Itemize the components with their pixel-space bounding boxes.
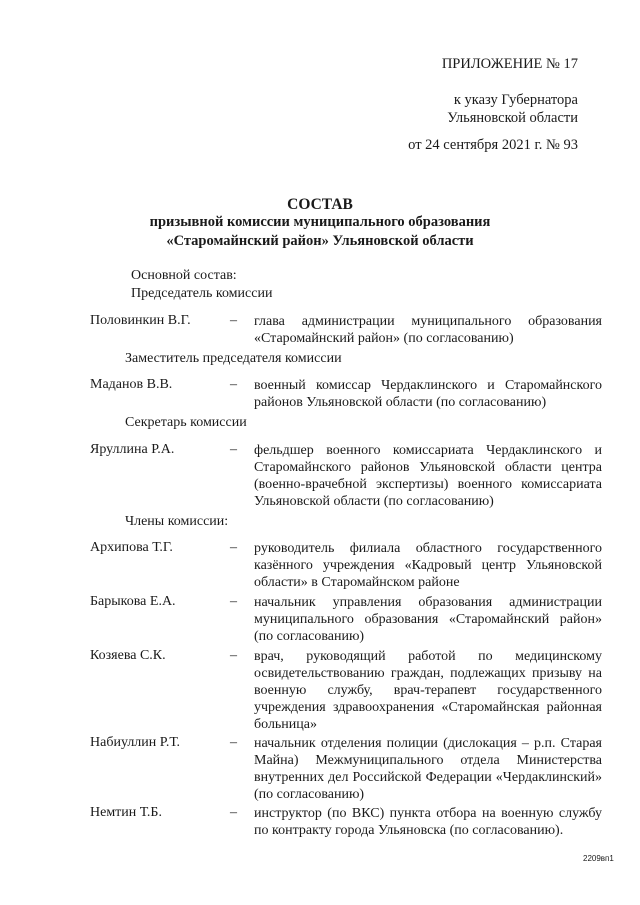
member-dash: –: [230, 735, 237, 750]
document-subtitle-line1: призывной комиссии муниципального образования: [149, 214, 491, 230]
member-dash: –: [230, 540, 237, 555]
document-heading: СОСТАВ: [287, 196, 353, 213]
member-description: военный комиссар Чердаклинского и Старомайнского районов Ульяновской области (по согласованию): [254, 378, 602, 410]
section-members: Члены комиссии:: [125, 514, 229, 529]
member-description: фельдшер военного комиссариата Чердаклинского и Старомайнского районов Ульяновской области центра (военно-врачебной экспертизы) военного комиссариата Ульяновской области (по согласованию): [254, 443, 602, 509]
appendix-number: ПРИЛОЖЕНИЕ № 17: [441, 56, 578, 72]
member-dash: –: [230, 377, 237, 392]
member-name: Половинкин В.Г.: [90, 313, 191, 328]
member-description: начальник управления образования администрации муниципального образования «Старомайнский район» (по согласованию): [254, 595, 602, 644]
member-name: Яруллина Р.А.: [90, 442, 175, 457]
member-description: начальник отделения полиции (дислокация – р.п. Старая Майна) Межмуниципального отдела Министерства внутренних дел Российской Федерации «Чердаклинский» (по согласованию): [254, 736, 602, 802]
member-description: врач, руководящий работой по медицинскому освидетельствованию граждан, подлежащих призыву на военную службу, врач-терапевт государственного учреждения здравоохранения «Старомайнская районная больница»: [254, 649, 602, 732]
member-description: глава администрации муниципального образования «Старомайнский район» (по согласованию): [254, 314, 602, 346]
document-subtitle-line2: «Старомайнский район» Ульяновской области: [166, 233, 474, 249]
section-secretary: Секретарь комиссии: [125, 415, 247, 430]
member-name: Маданов В.В.: [90, 377, 173, 392]
appendix-date: от 24 сентября 2021 г. № 93: [408, 137, 578, 153]
section-chairman: Председатель комиссии: [131, 286, 273, 301]
member-name: Немтин Т.Б.: [90, 805, 162, 820]
member-description: инструктор (по ВКС) пункта отбора на военную службу по контракту города Ульяновска (по согласованию).: [254, 806, 602, 838]
document-code: 2209вп1: [583, 854, 614, 863]
section-main-composition: Основной состав:: [131, 268, 237, 283]
member-dash: –: [230, 594, 237, 609]
section-deputy: Заместитель председателя комиссии: [125, 351, 342, 366]
member-dash: –: [230, 805, 237, 820]
member-description: руководитель филиала областного государственного казённого учреждения «Кадровый центр Ульяновской области» в Старомайнском районе: [254, 541, 602, 590]
appendix-decree-line1: к указу Губернатора: [453, 92, 578, 108]
member-name: Набиуллин Р.Т.: [90, 735, 180, 750]
member-name: Козяева С.К.: [90, 648, 166, 663]
member-dash: –: [230, 313, 237, 328]
appendix-decree-line2: Ульяновской области: [447, 110, 578, 126]
member-dash: –: [230, 442, 237, 457]
member-dash: –: [230, 648, 237, 663]
member-name: Барыкова Е.А.: [90, 594, 176, 609]
member-name: Архипова Т.Г.: [90, 540, 173, 555]
